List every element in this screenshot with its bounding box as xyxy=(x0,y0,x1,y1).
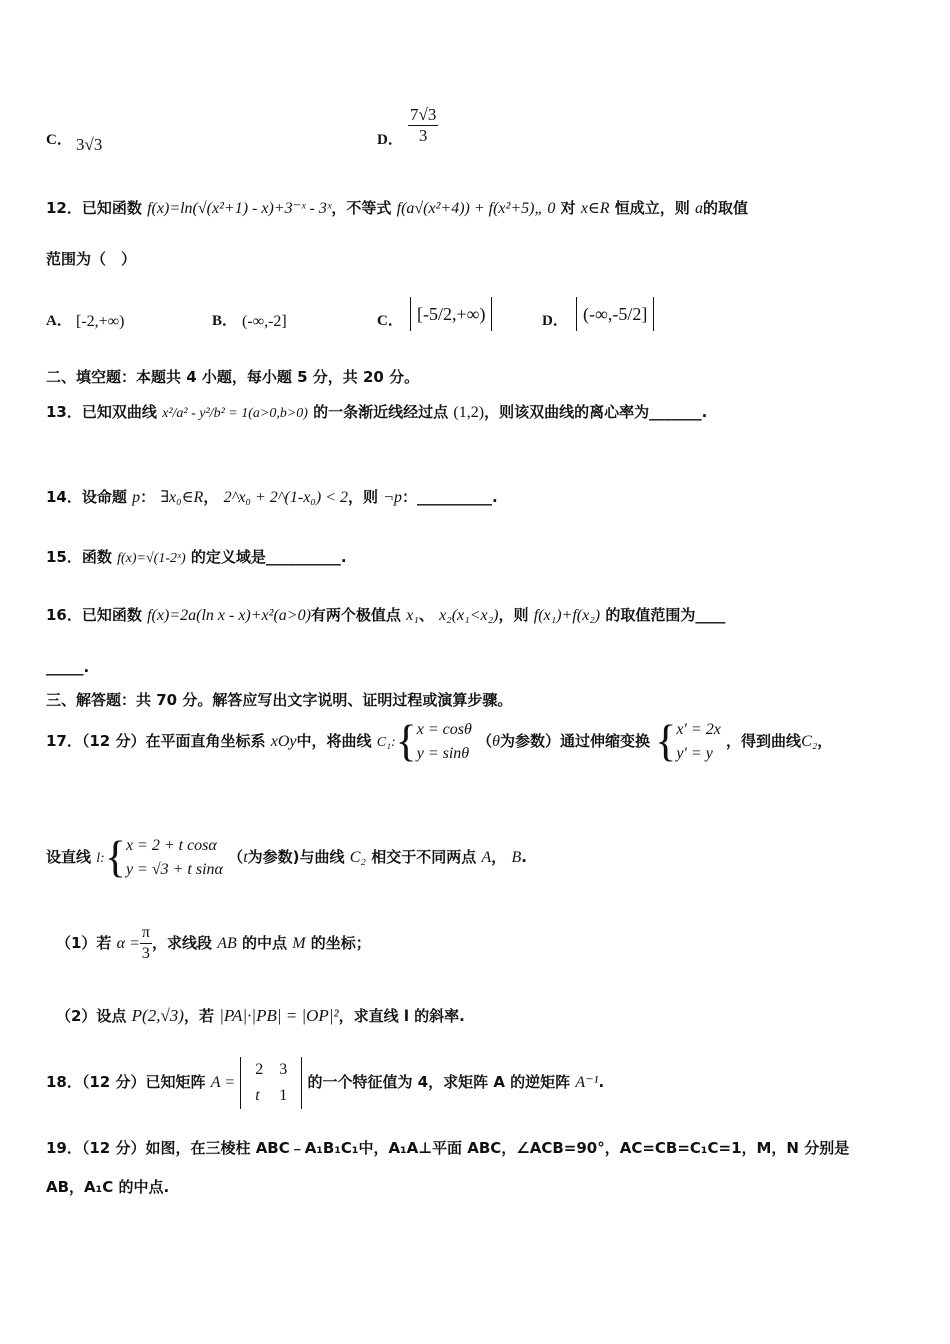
q17-l: l: xyxy=(96,851,105,866)
q17-tr-line1: x′ = 2x xyxy=(676,720,721,738)
q18-matrix xyxy=(240,1057,302,1109)
q17-t-note: 为参数)与曲线 xyxy=(247,848,345,866)
q17-part2-mid: ，若 xyxy=(183,1007,214,1025)
q13-equation: x²/a² - y²/b² = 1(a>0,b>0) xyxy=(162,406,308,421)
q12-option-a-value: [-2,+∞) xyxy=(76,313,125,330)
question-19-line1: 19．（12 分）如图，在三棱柱 ABC﹣A₁B₁C₁中，A₁A⊥平面 ABC，∠ACB=90°，AC=CB=C₁C=1，M，N 分别是 xyxy=(46,1139,850,1157)
q17-brace-1: { xyxy=(395,716,417,766)
q14-colon: ： xyxy=(140,488,156,506)
q17-dot: . xyxy=(521,848,527,866)
q18-m01: 3 xyxy=(279,1060,288,1078)
q12-line2: 范围为（ ） xyxy=(46,250,137,268)
q17-sep: ， xyxy=(491,848,507,866)
q12-option-d-label: D． xyxy=(542,313,568,329)
q14-prefix: 14．设命题 xyxy=(46,488,127,506)
q18-m11: 1 xyxy=(279,1086,288,1104)
question-14 xyxy=(46,486,498,509)
q16-mid2: ，则 xyxy=(498,606,529,624)
q17-ab: AB xyxy=(217,935,237,952)
q16-x2: x₂(x₁<x₂) xyxy=(439,607,499,624)
q14-tail: ，则 xyxy=(347,488,378,506)
option-d-fraction xyxy=(408,105,438,146)
q12-option-b-label: B． xyxy=(212,313,238,329)
q13-point: (1,2) xyxy=(453,404,485,421)
q17-c2: C₂ xyxy=(801,733,818,750)
q14-inequality: 2^x₀ + 2^(1-x₀) < 2 xyxy=(223,489,348,506)
q17-t-pre: （ xyxy=(228,848,244,866)
q14-end: ：__________. xyxy=(402,488,498,506)
q17-xoy: xOy xyxy=(270,733,297,750)
q17-theta-note: 为参数）通过伸缩变换 xyxy=(499,732,650,750)
q17-line-def xyxy=(46,830,527,886)
q13-tail: ，则该双曲线的离心率为_______. xyxy=(484,403,708,421)
q12-inequality: f(a√(x²+4)) + f(x²+5)„ 0 xyxy=(396,200,556,217)
q17-part-1 xyxy=(56,920,371,967)
q17-l-prefix: 设直线 xyxy=(46,848,92,866)
q12-prefix: 12．已知函数 xyxy=(46,199,142,217)
question-12 xyxy=(46,197,748,220)
q13-mid: 的一条渐近线经过点 xyxy=(313,403,449,421)
q16-expression: f(x₁)+f(x₂) xyxy=(533,607,601,624)
question-18 xyxy=(46,1055,604,1110)
q12-mid: ，不等式 xyxy=(331,199,392,217)
question-19-line2: AB，A₁C 的中点. xyxy=(46,1178,170,1196)
q12-tail2: 的取值 xyxy=(703,199,749,217)
q18-m10: t xyxy=(255,1086,260,1104)
q15-function: f(x)=√(1-2ˣ) xyxy=(117,551,186,566)
q16-x1: x₁ xyxy=(406,607,419,624)
q17-theta-pre: （ xyxy=(477,732,493,750)
q17-t: t xyxy=(243,849,248,866)
q18-a-eq: A = xyxy=(210,1074,235,1091)
q14-condition: ∃x₀∈R xyxy=(160,489,204,506)
q17-alpha-fraction xyxy=(140,923,152,964)
q17-three: 3 xyxy=(141,945,150,962)
q17-point-a: A xyxy=(481,849,492,866)
q17-c1-line1: x = cosθ xyxy=(416,720,472,738)
q17-part-2 xyxy=(56,1005,465,1027)
option-c-value: 3√3 xyxy=(76,135,103,154)
q17-pi: π xyxy=(140,923,152,944)
section-3-heading: 三、解答题：共 70 分。解答应写出文字说明、证明过程或演算步骤。 xyxy=(46,691,513,709)
q17-part2-equation: |PA|·|PB| = |OP|² xyxy=(219,1006,339,1025)
q15-tail: 的定义域是__________. xyxy=(190,548,347,566)
q17-l-line1: x = 2 + t cosα xyxy=(125,836,217,854)
q12-tail: 恒成立，则 xyxy=(614,199,690,217)
q17-tr-line2: y′ = y xyxy=(676,744,713,762)
q12-domain: x∈R xyxy=(580,200,610,217)
q18-inverse: A⁻¹ xyxy=(575,1074,599,1091)
q17-brace-3: { xyxy=(104,832,126,882)
q17-line-system xyxy=(126,834,223,882)
q13-prefix: 13．已知双曲线 xyxy=(46,403,157,421)
q17-point-b: B xyxy=(511,849,522,866)
option-d-denominator: 3 xyxy=(418,126,428,145)
q14-neg-p: ¬p xyxy=(383,489,403,506)
option-d-label: D． xyxy=(377,132,403,148)
q17-p-point: P(2,√3) xyxy=(131,1006,184,1025)
q16-line2: _____. xyxy=(46,658,90,676)
question-17 xyxy=(46,714,832,770)
q17-theta: θ xyxy=(492,733,500,750)
q17-curve-c1-system xyxy=(417,718,472,766)
q17-t-tail: 相交于不同两点 xyxy=(371,848,477,866)
q18-tail: 的一个特征值为 4，求矩阵 A 的逆矩阵 xyxy=(307,1073,571,1091)
q12-var: a xyxy=(695,200,704,217)
q18-m00: 2 xyxy=(255,1060,264,1078)
q15-prefix: 15．函数 xyxy=(46,548,112,566)
q17-part1-mid2: 的中点 xyxy=(241,934,287,952)
q17-part1-mid: ，求线段 xyxy=(151,934,212,952)
q12-option-a-label: A． xyxy=(46,313,72,329)
option-c-label: C． xyxy=(46,132,72,148)
q17-c1-line2: y = sinθ xyxy=(416,744,470,762)
q16-prefix: 16．已知函数 xyxy=(46,606,142,624)
q14-comma: ， xyxy=(203,488,219,506)
q12-option-b-value: (-∞,-2] xyxy=(242,313,287,330)
q17-comma: ， xyxy=(817,732,833,750)
q12-function: f(x)=ln(√(x²+1) - x)+3⁻ˣ - 3ˣ xyxy=(147,200,332,217)
q12-option-c-label: C． xyxy=(377,313,403,329)
q16-mid: 有两个极值点 xyxy=(310,606,401,624)
q17-part2-tail: ，求直线 l 的斜率. xyxy=(338,1007,465,1025)
question-13 xyxy=(46,401,707,425)
q18-dot: . xyxy=(598,1073,605,1091)
question-16 xyxy=(46,604,725,627)
q17-c1: C₁: xyxy=(376,735,396,750)
q17-c2b: C₂ xyxy=(349,849,366,866)
q17-tail: ，得到曲线 xyxy=(726,732,802,750)
q16-tail: 的取值范围为____ xyxy=(605,606,726,624)
q17-part1-tail: 的坐标； xyxy=(310,934,371,952)
q17-part2-prefix: （2）设点 xyxy=(56,1007,127,1025)
q17-l-line2: y = √3 + t sinα xyxy=(125,860,223,878)
q17-part1-prefix: （1）若 xyxy=(56,934,112,952)
section-2-heading: 二、填空题：本题共 4 小题，每小题 5 分，共 20 分。 xyxy=(46,368,420,386)
q17-alpha-eq: α = xyxy=(116,935,140,952)
q12-mid2: 对 xyxy=(560,199,576,217)
q17-mid: 中，将曲线 xyxy=(296,732,372,750)
q18-prefix: 18．（12 分）已知矩阵 xyxy=(46,1073,206,1091)
q12-option-c-value: [-5/2,+∞) xyxy=(410,297,492,331)
q14-p: p xyxy=(132,489,141,506)
q16-function: f(x)=2a(ln x - x)+x²(a>0) xyxy=(147,607,311,624)
q17-brace-2: { xyxy=(655,716,677,766)
q17-prefix: 17．（12 分）在平面直角坐标系 xyxy=(46,732,266,750)
option-d-numerator: 7√3 xyxy=(410,105,437,124)
q17-m: M xyxy=(292,935,306,952)
question-15 xyxy=(46,546,347,570)
q17-transform-system xyxy=(676,718,721,766)
q12-option-d-value: (-∞,-5/2] xyxy=(576,297,654,331)
q16-sep: 、 xyxy=(418,606,434,624)
